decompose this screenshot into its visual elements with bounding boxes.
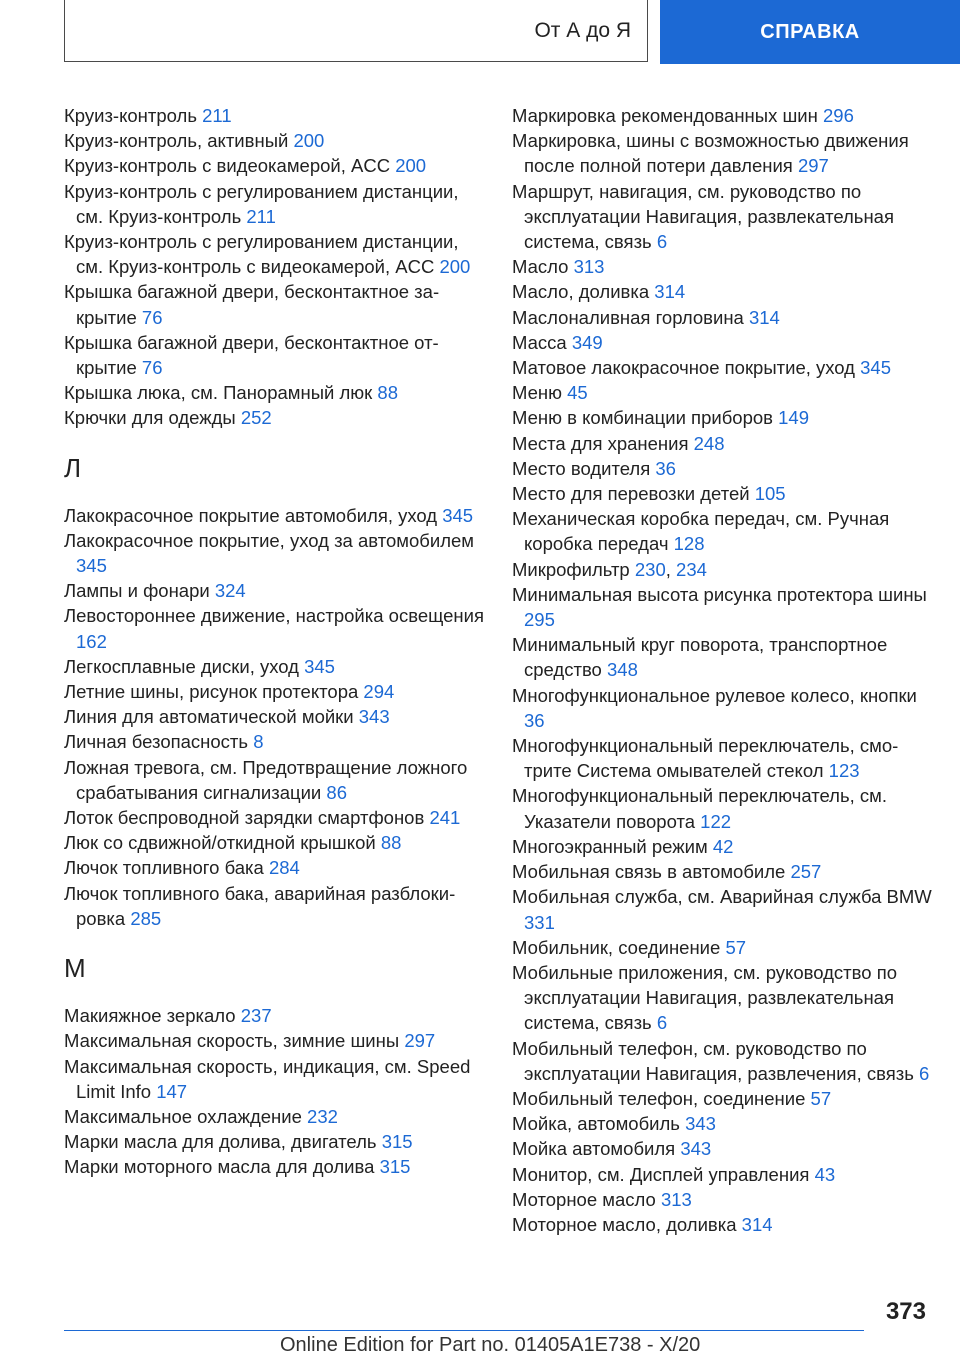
index-entry: [512, 935, 932, 960]
index-letter-heading: Л: [64, 452, 82, 483]
page-link[interactable]: 345: [442, 504, 474, 526]
index-entry-text: Люк со сдвижной/откидной крышкой: [64, 832, 376, 854]
page-link[interactable]: 314: [748, 306, 780, 328]
page-link[interactable]: 6: [656, 231, 668, 253]
page-link[interactable]: 234: [676, 558, 707, 580]
index-entry: [64, 153, 484, 178]
index-entry-text: Матовое лакокрасочное покрытие, уход: [512, 357, 855, 379]
index-entry: [64, 654, 484, 679]
page-link[interactable]: 86: [326, 781, 347, 803]
page-link[interactable]: 232: [307, 1105, 338, 1127]
page-link[interactable]: 123: [828, 760, 860, 782]
index-entry: [512, 884, 932, 934]
index-entry-text: Левостороннее движение, настройка освещения: [64, 605, 484, 627]
page-link[interactable]: 313: [660, 1188, 692, 1210]
index-entry: [512, 279, 932, 304]
index-entry: [512, 1086, 932, 1111]
index-entry-text: Круиз-контроль с регулированием дистанции, см. Круиз-контроль с видеокамерой, ACC: [64, 231, 459, 278]
index-entry-text: Минимальная высота рисунка протектора шины: [512, 583, 927, 605]
page-link[interactable]: 313: [573, 256, 605, 278]
index-entry: [64, 405, 484, 430]
index-entry: [512, 733, 932, 783]
index-entry-text: Круиз-контроль: [64, 105, 197, 126]
index-entry: [64, 179, 484, 229]
footer-divider: [64, 1330, 864, 1331]
index-entry-text: Лючок топливного бака, аварийная разблокировка: [64, 882, 456, 929]
index-entry-text: Мобильная связь в автомобиле: [512, 861, 786, 883]
index-entry-text: Масло: [512, 256, 569, 278]
index-entry-text: Минимальный круг поворота, транспортное средство: [512, 634, 888, 681]
index-entry: [64, 128, 484, 153]
index-entry: [512, 431, 932, 456]
index-entry-text: Меню в комбинации приборов: [512, 407, 773, 429]
page-link[interactable]: 295: [524, 609, 555, 631]
index-entry: [64, 1154, 484, 1179]
index-entry-text: Лючок топливного бака: [64, 857, 264, 879]
index-entry-text: Летние шины, рисунок протектора: [64, 681, 359, 703]
page-link[interactable]: 348: [607, 659, 638, 681]
index-entry: [64, 755, 484, 805]
index-entry: [512, 960, 932, 1036]
index-entry: [512, 456, 932, 481]
page-link[interactable]: 162: [76, 630, 107, 652]
index-entry: [64, 881, 484, 931]
index-entry: [512, 1136, 932, 1161]
index-entry-text: Марки масла для долива, двигатель: [64, 1131, 377, 1153]
index-entry-text: Маслоналивная горловина: [512, 306, 744, 328]
page-number: 373: [885, 1298, 926, 1325]
page-link[interactable]: 257: [790, 861, 822, 883]
page-link[interactable]: 284: [268, 857, 300, 879]
index-entry: [64, 704, 484, 729]
index-entry: [64, 1129, 484, 1154]
index-entry: [512, 481, 932, 506]
page-link[interactable]: 200: [395, 155, 427, 177]
index-entry: [64, 679, 484, 704]
page-link[interactable]: 343: [358, 706, 390, 728]
index-entry-text: Меню: [512, 382, 562, 404]
index-entry: [512, 683, 932, 733]
page-link[interactable]: 88: [380, 832, 402, 854]
index-entry-text: Лакокрасочное покрытие автомобиля, уход: [64, 504, 438, 526]
page-link[interactable]: 297: [797, 155, 829, 177]
index-entry-text: Маркировка, шины с возможностью движения после полной потери давления: [512, 130, 909, 177]
index-entry-text: Ложная тревога, см. Предотвращение ложного срабатывания сигнализации: [64, 756, 468, 803]
page-link[interactable]: 200: [439, 256, 471, 278]
page-link[interactable]: 315: [379, 1156, 411, 1178]
page-link[interactable]: 314: [741, 1213, 773, 1235]
index-entry-text: Крючки для одежды: [64, 407, 236, 429]
page-link[interactable]: 149: [778, 407, 809, 429]
index-entry-text: Крышка багажной двери, бесконтактное закрытие: [64, 281, 440, 328]
index-entry-text: Лакокрасочное покрытие, уход за автомобилем: [64, 529, 474, 551]
index-entry-text: Крышка люка, см. Панорамный люк: [64, 382, 373, 404]
page-link[interactable]: 6: [919, 1062, 930, 1084]
index-entry: [64, 229, 484, 279]
tab-help[interactable]: [660, 0, 960, 64]
index-entry: [64, 1028, 484, 1053]
index-entry: [64, 380, 484, 405]
index-entry: [512, 254, 932, 279]
index-entry-text: Круиз-контроль, активный: [64, 130, 289, 152]
page-link[interactable]: 211: [202, 105, 232, 126]
index-entry-text: Максимальная скорость, зимние шины: [64, 1030, 400, 1052]
index-entry: [64, 578, 484, 603]
index-entry-text: Линия для автоматической мойки: [64, 706, 354, 728]
page-link[interactable]: 147: [156, 1080, 188, 1102]
tab-help-label: СПРАВКА: [760, 20, 860, 43]
page-link[interactable]: 241: [429, 807, 461, 829]
index-entry-text: Многофункциональное рулевое колесо, кнопки: [512, 684, 917, 706]
index-entry-text: Макияжное зеркало: [64, 1005, 236, 1027]
index-entry: [512, 305, 932, 330]
index-entry: [512, 380, 932, 405]
page-link[interactable]: 76: [141, 306, 163, 328]
index-entry-text: Мойка автомобиля: [512, 1138, 676, 1160]
index-entry-text: Маркировка рекомендованных шин: [512, 105, 818, 126]
page-link[interactable]: 252: [240, 407, 272, 429]
page-link[interactable]: 57: [725, 936, 747, 958]
index-entry: [512, 1111, 932, 1136]
index-entry: [64, 279, 484, 329]
page-link[interactable]: 343: [685, 1113, 716, 1135]
index-column-left: [64, 103, 484, 1180]
page-link[interactable]: 122: [700, 810, 732, 832]
index-entry-text: Мобильный телефон, см. руководство по эксплуатации Навигация, развлечения, связь: [512, 1037, 914, 1084]
index-entry-text: Легкосплавные диски, уход: [64, 655, 299, 677]
index-entry: [512, 632, 932, 682]
index-entry-text: Личная безопасность: [64, 731, 249, 753]
index-entry: [64, 603, 484, 653]
index-column-right: [512, 103, 932, 1237]
page-link[interactable]: 105: [754, 483, 786, 505]
page-link[interactable]: 297: [404, 1030, 436, 1052]
index-entry-text: Механическая коробка передач, см. Ручная коробка передач: [512, 508, 890, 555]
index-entry: [512, 355, 932, 380]
page-link[interactable]: 296: [823, 105, 854, 126]
page-link[interactable]: 8: [253, 731, 264, 753]
index-entry-text: Марки моторного масла для долива: [64, 1156, 375, 1178]
page-link[interactable]: 331: [524, 911, 555, 933]
index-entry-text: Максимальное охлаждение: [64, 1105, 302, 1127]
page-link[interactable]: 237: [240, 1005, 272, 1027]
index-entry: [64, 729, 484, 754]
index-entry: [512, 1162, 932, 1187]
index-entry: [512, 330, 932, 355]
page-link[interactable]: 57: [810, 1087, 832, 1109]
index-entry-text: Многофункциональный переключатель, см. Указатели поворота: [512, 785, 887, 832]
page-link[interactable]: 200: [293, 130, 325, 152]
tab-a-to-z-label: От А до Я: [534, 18, 631, 42]
page-link[interactable]: 36: [524, 709, 545, 731]
index-entry: [64, 1054, 484, 1104]
index-entry: [64, 330, 484, 380]
index-entry-text: Место водителя: [512, 457, 651, 479]
index-entry: Микрофильтр 230, 234: [512, 558, 707, 580]
index-entry: [512, 834, 932, 859]
edition-line: Online Edition for Part no. 01405A1E738 - X/20: [280, 1334, 701, 1356]
page-link[interactable]: 230: [634, 558, 666, 580]
page-link[interactable]: 36: [655, 457, 676, 479]
index-entry: [64, 805, 484, 830]
index-entry: [64, 855, 484, 880]
page-link[interactable]: 343: [680, 1138, 712, 1160]
index-entry: [64, 1104, 484, 1129]
index-entry-text: Максимальная скорость, индикация, см. Speed Limit Info: [64, 1055, 471, 1102]
index-entry: [512, 582, 932, 632]
index-entry: [512, 783, 932, 833]
index-entry-text: Лампы и фонари: [64, 580, 210, 602]
index-entry-text: Моторное масло: [512, 1188, 656, 1210]
index-entry: [64, 1003, 484, 1028]
index-entry: [64, 830, 484, 855]
page-link[interactable]: 314: [654, 281, 686, 303]
index-letter-heading: М: [64, 953, 86, 984]
page-link[interactable]: 285: [130, 907, 162, 929]
index-entry-text: Многоэкранный режим: [512, 835, 708, 857]
page-link[interactable]: 42: [712, 835, 734, 857]
page-link[interactable]: 349: [571, 331, 603, 353]
index-entry-text: Мобильный телефон, соединение: [512, 1087, 806, 1109]
index-entry-text: Мобильные приложения, см. руководство по эксплуатации Навигация, развлекательная система, связь: [512, 961, 897, 1034]
index-entry-text: Место для перевозки детей: [512, 483, 750, 505]
index-entry-text: Масло, доливка: [512, 281, 650, 303]
index-entry: [512, 1036, 932, 1086]
index-entry-text: Мойка, автомобиль: [512, 1113, 680, 1135]
index-entry: [512, 103, 932, 128]
page-link[interactable]: 88: [377, 382, 398, 404]
page-link[interactable]: 128: [673, 533, 705, 555]
page-link[interactable]: 45: [567, 382, 588, 404]
index-entry-text: Круиз-контроль с видеокамерой, ACC: [64, 155, 391, 177]
page-link[interactable]: 315: [381, 1131, 413, 1153]
index-entry-text: Крышка багажной двери, бесконтактное открытие: [64, 331, 439, 379]
index-entry: [512, 859, 932, 884]
page-link[interactable]: 294: [363, 681, 395, 703]
index-entry-text: Моторное масло, доливка: [512, 1213, 737, 1235]
page-link[interactable]: 324: [214, 580, 246, 602]
index-entry: [64, 528, 484, 578]
index-entry-text: Места для хранения: [512, 432, 689, 454]
page-link[interactable]: 248: [693, 432, 725, 454]
index-entry-text: Лоток беспроводной зарядки смартфонов: [64, 807, 425, 829]
index-entry: [512, 179, 932, 255]
page-link[interactable]: 345: [860, 357, 891, 379]
index-entry-text: Масса: [512, 331, 567, 353]
index-entry-text: Многофункциональный переключатель, смотрите Система омывателей стекол: [512, 735, 899, 782]
index-entry-text: Микрофильтр: [512, 558, 630, 580]
index-entry: [512, 506, 932, 556]
page-link[interactable]: 6: [656, 1012, 668, 1034]
index-entry-text: Мобильная служба, см. Аварийная служба BMW: [512, 886, 932, 908]
index-entry: [512, 1212, 932, 1237]
index-entry: [512, 1187, 932, 1212]
index-entry: [512, 405, 932, 430]
index-entry-text: Маршрут, навигация, см. руководство по эксплуатации Навигация, развлекательная система, связь: [512, 180, 894, 253]
page-header: [64, 0, 960, 64]
page-link[interactable]: 345: [304, 655, 335, 677]
index-entry: [512, 128, 932, 178]
page-link[interactable]: 345: [76, 555, 107, 577]
page-link[interactable]: 211: [246, 205, 276, 227]
index-entry: [64, 103, 484, 128]
index-entry-text: Круиз-контроль с регулированием дистанции, см. Круиз-контроль: [64, 180, 459, 227]
tab-a-to-z[interactable]: [64, 0, 648, 62]
page-link[interactable]: 76: [141, 357, 163, 379]
index-entry: [64, 503, 484, 528]
index-entry-text: Монитор, см. Дисплей управления: [512, 1163, 810, 1185]
index-entry-text: Мобильник, соединение: [512, 936, 721, 958]
page-link[interactable]: 43: [814, 1163, 836, 1185]
